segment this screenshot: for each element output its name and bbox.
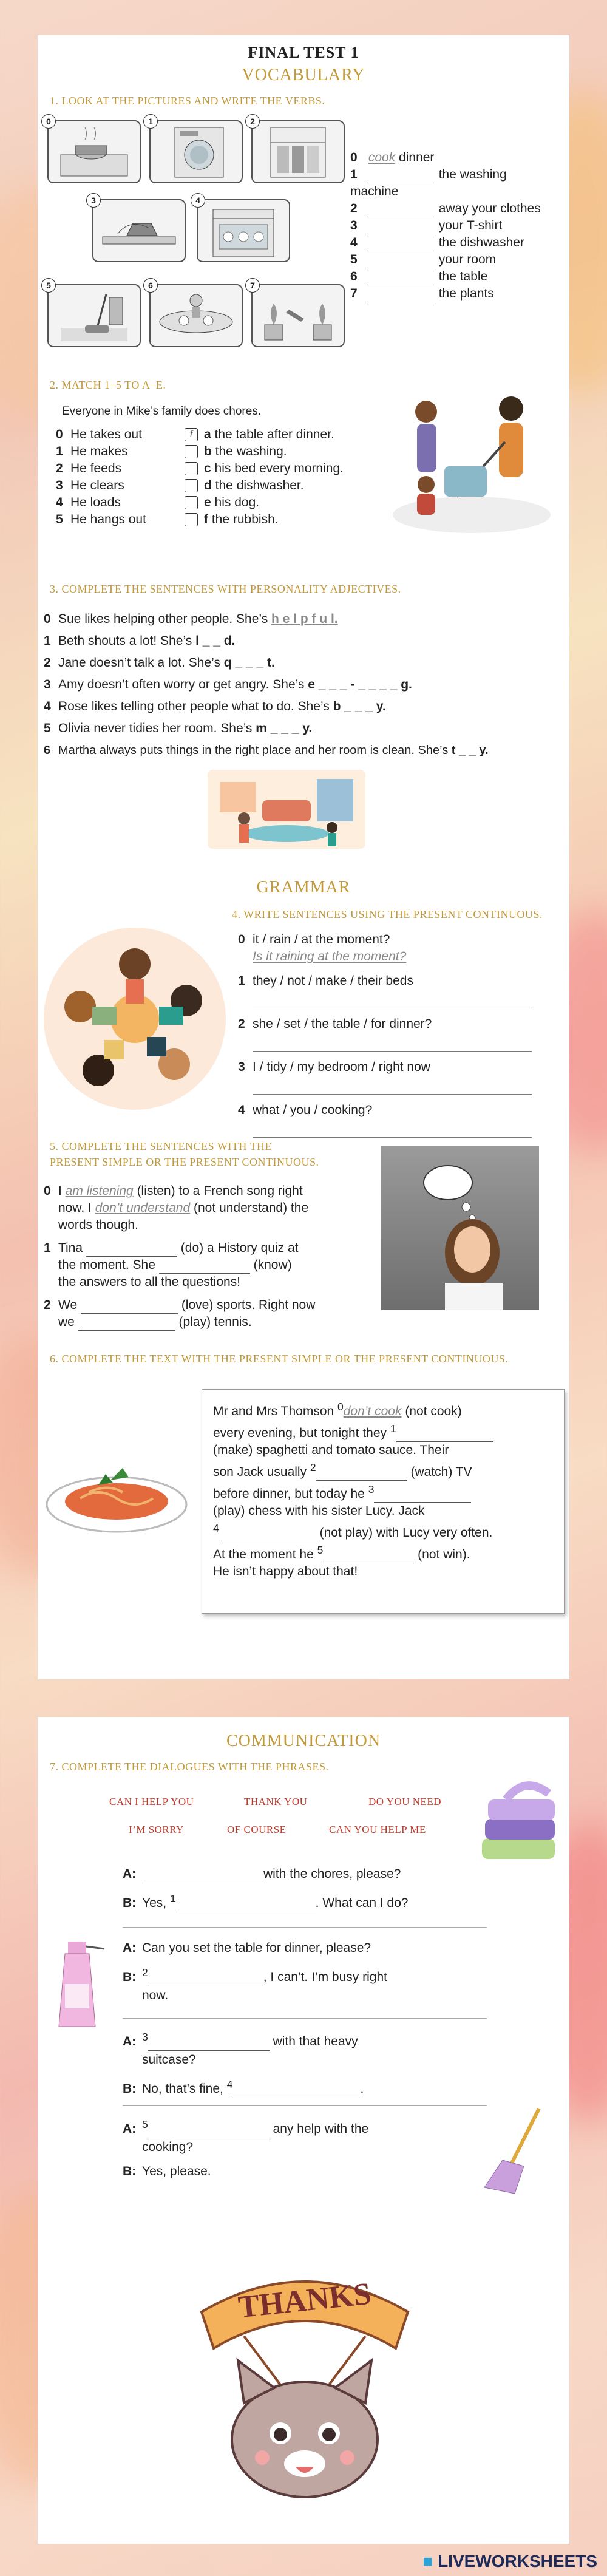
dialogue-1-line-b[interactable]: B: Yes, $^1$ . What can I do? bbox=[123, 1889, 463, 1912]
ex2-right-3[interactable]: d the dishwasher. bbox=[185, 477, 379, 494]
ex2-left-5: 5 He hangs out bbox=[56, 512, 146, 526]
dialogue-3-line-b[interactable]: B: No, that’s fine, $^4$ . bbox=[123, 2075, 463, 2098]
ex2-left-1: 1 He makes bbox=[56, 444, 128, 458]
ex6-line-7[interactable]: $^4$ (not play) with Lucy very often. bbox=[213, 1520, 553, 1541]
ex4-item-2: 2 she / set / the table / for dinner? bbox=[238, 1017, 432, 1031]
thinking-woman-photo bbox=[381, 1146, 539, 1310]
worksheet-page-1 bbox=[38, 35, 569, 1679]
phrase-thank-you: THANK YOU bbox=[244, 1796, 308, 1807]
ex3-item-6[interactable]: 6 Martha always puts things in the right place and her room is clean. She’s t _ _ y. bbox=[44, 744, 489, 757]
dialogue-1 bbox=[123, 1865, 463, 1912]
picture-cook bbox=[47, 120, 141, 183]
ex4-item-4: 4 what / you / cooking? bbox=[238, 1103, 373, 1117]
ex3-item-4[interactable]: 4 Rose likes telling other people what to do. She’s b _ _ _ y. bbox=[44, 699, 386, 713]
ex2-instruction: 2. MATCH 1–5 TO A–E. bbox=[50, 379, 166, 391]
ex2-right-4[interactable]: e his dog. bbox=[185, 494, 379, 511]
ex5-item-1-end: the answers to all the questions! bbox=[58, 1275, 241, 1289]
picture-number: 5 bbox=[41, 278, 56, 293]
ex4-answer-line-3[interactable] bbox=[253, 1076, 532, 1095]
answer-box[interactable] bbox=[185, 513, 198, 526]
ex2-right-list bbox=[185, 426, 379, 528]
ex3-items bbox=[44, 608, 566, 761]
ex4-instruction: 4. WRITE SENTENCES USING THE PRESENT CONTINUOUS. bbox=[232, 908, 543, 920]
ex6-line-8[interactable]: At the moment he $^5$ (not win). bbox=[213, 1541, 553, 1563]
dialogue-2-line-a: A: Can you set the table for dinner, please? bbox=[123, 1941, 371, 1955]
dialogue-4 bbox=[123, 2115, 463, 2181]
ex3-instruction: 3. COMPLETE THE SENTENCES WITH PERSONALITY ADJECTIVES. bbox=[50, 583, 401, 595]
ex5-instruction-line-2: PRESENT SIMPLE OR THE PRESENT CONTINUOUS. bbox=[50, 1156, 319, 1168]
answer-box[interactable] bbox=[185, 479, 198, 492]
ex5-item-0-end: words though. bbox=[58, 1218, 138, 1232]
ex4-answer-0: Is it raining at the moment? bbox=[253, 950, 407, 963]
ex2-left-2: 2 He feeds bbox=[56, 461, 122, 475]
ex5-item-0-cont: now. I don’t understand (not understand) the bbox=[58, 1201, 309, 1215]
ex5-item-0: 0 I am listening (listen) to a French song right bbox=[44, 1184, 303, 1198]
answer-box[interactable] bbox=[185, 496, 198, 509]
ex1-item-3[interactable]: 3 your T-shirt bbox=[350, 217, 557, 234]
phrase-can-i-help-you: CAN I HELP YOU bbox=[109, 1796, 194, 1807]
ex3-item-3[interactable]: 3 Amy doesn’t often worry or get angry. She’s e _ _ _ - _ _ _ _ g. bbox=[44, 678, 412, 692]
thanks-cat-illustration bbox=[189, 2245, 420, 2512]
ex6-instruction: 6. COMPLETE THE TEXT WITH THE PRESENT SIMPLE OR THE PRESENT CONTINUOUS. bbox=[50, 1353, 509, 1365]
ex1-item-7[interactable]: 7 the plants bbox=[350, 285, 557, 302]
divider bbox=[123, 2105, 487, 2106]
dialogue-4-line-a[interactable]: A: $^5$ any help with the bbox=[123, 2115, 463, 2138]
ex1-items bbox=[350, 149, 557, 302]
picture-number: 1 bbox=[143, 114, 158, 129]
ex5-instruction-line-1: 5. COMPLETE THE SENTENCES WITH THE bbox=[50, 1140, 272, 1152]
ex5-item-2[interactable]: 2 We (love) sports. Right now bbox=[44, 1297, 384, 1314]
ex6-line-4[interactable]: son Jack usually $^2$ (watch) TV bbox=[213, 1459, 553, 1481]
thanks-banner-text: THANKS bbox=[236, 2276, 373, 2325]
ex2-right-2[interactable]: c his bed every morning. bbox=[185, 460, 379, 477]
picture-table bbox=[149, 284, 243, 347]
ex4-answer-line-2[interactable] bbox=[253, 1033, 532, 1052]
divider bbox=[123, 1927, 487, 1928]
communication-title: COMMUNICATION bbox=[226, 1731, 381, 1750]
family-chores-illustration bbox=[384, 375, 560, 539]
spray-bottle-illustration bbox=[44, 1935, 110, 2033]
ex3-item-0: 0 Sue likes helping other people. She’s h e l p f u l. bbox=[44, 612, 338, 626]
ex3-item-2[interactable]: 2 Jane doesn’t talk a lot. She’s q _ _ _ t. bbox=[44, 656, 275, 670]
dialogue-4-line-b: B: Yes, please. bbox=[123, 2164, 211, 2178]
ex5-item-2-cont[interactable]: we (play) tennis. bbox=[58, 1314, 384, 1331]
ex5-item-1-cont[interactable]: the moment. She (know) bbox=[58, 1257, 384, 1274]
ex2-left-0: 0 He takes out bbox=[56, 427, 142, 441]
ex2-right-5[interactable]: f the rubbish. bbox=[185, 511, 379, 528]
ex6-line-3: (make) spaghetti and tomato sauce. Their bbox=[213, 1443, 449, 1457]
picture-plants bbox=[251, 284, 345, 347]
ex1-instruction: 1. LOOK AT THE PICTURES AND WRITE THE VERBS. bbox=[50, 95, 325, 107]
ex1-answer-0: cook bbox=[368, 151, 396, 165]
ex6-line-5[interactable]: before dinner, but today he $^3$ bbox=[213, 1481, 553, 1503]
phrase-do-you-need: DO YOU NEED bbox=[368, 1796, 442, 1807]
ex2-left-4: 4 He loads bbox=[56, 495, 121, 509]
divider bbox=[123, 2018, 487, 2019]
ex3-item-1[interactable]: 1 Beth shouts a lot! She’s l _ _ d. bbox=[44, 634, 236, 648]
dialogue-3-line-a[interactable]: A: $^3$ with that heavy bbox=[123, 2028, 463, 2051]
picture-vacuum bbox=[47, 284, 141, 347]
ex2-right-1[interactable]: b the washing. bbox=[185, 443, 379, 460]
picture-number: 6 bbox=[143, 278, 158, 293]
answer-box[interactable]: f bbox=[185, 428, 198, 441]
ex6-line-1: Mr and Mrs Thomson $^0$don’t cook (not cook) bbox=[213, 1401, 462, 1418]
picture-number: 4 bbox=[191, 193, 205, 208]
dialogue-3 bbox=[123, 2028, 463, 2098]
ex1-item-2[interactable]: 2 away your clothes bbox=[350, 200, 557, 217]
liveworksheets-logo[interactable]: ■ LIVEWORKSHEETS bbox=[422, 2552, 597, 2571]
towels-illustration bbox=[470, 1772, 567, 1869]
phrase-can-you-help-me: CAN YOU HELP ME bbox=[329, 1824, 426, 1835]
ex4-item-3: 3 I / tidy / my bedroom / right now bbox=[238, 1060, 430, 1074]
ex4-items bbox=[238, 931, 554, 1138]
ex2-left-3: 3 He clears bbox=[56, 478, 124, 492]
ex6-text-card bbox=[202, 1389, 565, 1614]
answer-box[interactable] bbox=[185, 462, 198, 475]
ex6-line-2[interactable]: every evening, but tonight they $^1$ bbox=[213, 1420, 553, 1442]
phrase-im-sorry: I’M SORRY bbox=[129, 1824, 184, 1835]
ex4-answer-line-4[interactable] bbox=[253, 1119, 532, 1138]
vocabulary-title: VOCABULARY bbox=[242, 66, 365, 84]
ex4-answer-line-1[interactable] bbox=[253, 990, 532, 1008]
ex5-items bbox=[44, 1183, 384, 1331]
dialogue-2 bbox=[123, 1939, 463, 2005]
dialogue-4-line-a-cont: cooking? bbox=[142, 2140, 194, 2154]
ex6-line-9: He isn’t happy about that! bbox=[213, 1565, 358, 1579]
broom-illustration bbox=[478, 2105, 551, 2197]
picture-number: 3 bbox=[86, 193, 101, 208]
ex1-item-6[interactable]: 6 the table bbox=[350, 268, 557, 285]
dialogue-3-line-a-cont: suitcase? bbox=[142, 2053, 196, 2067]
living-room-illustration bbox=[208, 770, 365, 849]
ex5-item-1[interactable]: 1 Tina (do) a History quiz at bbox=[44, 1240, 384, 1257]
picture-number: 2 bbox=[245, 114, 260, 129]
ex1-item-4[interactable]: 4 the dishwasher bbox=[350, 234, 557, 251]
picture-iron bbox=[92, 199, 186, 262]
picture-number: 7 bbox=[245, 278, 260, 293]
dialogue-1-line-a[interactable]: A: with the chores, please? bbox=[123, 1865, 463, 1883]
ex6-line-6: (play) chess with his sister Lucy. Jack bbox=[213, 1504, 425, 1518]
answer-box[interactable] bbox=[185, 445, 198, 458]
picture-dishwasher bbox=[197, 199, 290, 262]
picture-wardrobe bbox=[251, 120, 345, 183]
dialogue-2-line-b[interactable]: B: $^2$ , I can’t. I’m busy right bbox=[123, 1963, 463, 1986]
ex1-item-1[interactable]: 1 the washing machine bbox=[350, 168, 507, 199]
picture-number: 0 bbox=[41, 114, 56, 129]
ex2-left-list bbox=[56, 426, 189, 528]
worksheet-page-2 bbox=[38, 1717, 569, 2544]
page-title: FINAL TEST 1 bbox=[248, 44, 359, 61]
ex3-item-5[interactable]: 5 Olivia never tidies her room. She’s m _ _ _ y. bbox=[44, 721, 313, 735]
spaghetti-illustration bbox=[44, 1438, 189, 1541]
ex1-item-5[interactable]: 5 your room bbox=[350, 251, 557, 268]
grammar-title: GRAMMAR bbox=[256, 878, 351, 897]
ex2-intro: Everyone in Mike’s family does chores. bbox=[62, 405, 262, 418]
ex4-item-0: 0 it / rain / at the moment? bbox=[238, 933, 390, 946]
friends-circle-illustration bbox=[44, 928, 226, 1110]
phrase-of-course: OF COURSE bbox=[227, 1824, 287, 1835]
dialogue-2-line-b-cont: now. bbox=[142, 1988, 169, 2002]
ex4-item-1: 1 they / not / make / their beds bbox=[238, 974, 413, 988]
ex1-item-0: 0 cook dinner bbox=[350, 151, 435, 165]
picture-washing-machine bbox=[149, 120, 243, 183]
ex2-right-0[interactable]: f a the table after dinner. bbox=[185, 426, 379, 443]
ex7-instruction: 7. COMPLETE THE DIALOGUES WITH THE PHRASES. bbox=[50, 1761, 329, 1773]
